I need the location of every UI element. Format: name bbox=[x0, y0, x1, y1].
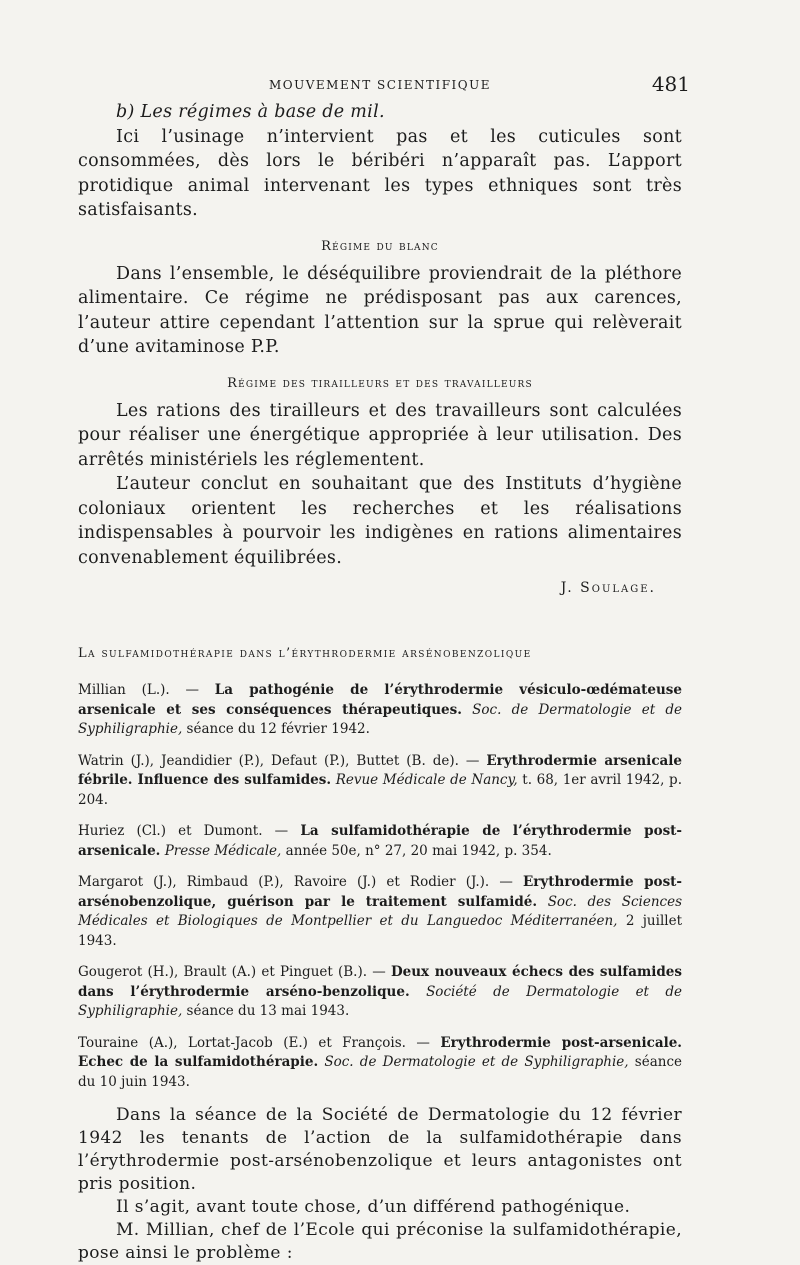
document-page bbox=[78, 72, 690, 1265]
reference-item bbox=[78, 681, 682, 740]
reference-item bbox=[78, 752, 682, 811]
reference-date: 2 juillet 1943. bbox=[78, 913, 682, 949]
page-number: 481 bbox=[651, 72, 690, 96]
running-header bbox=[78, 72, 690, 100]
reference-item bbox=[78, 873, 682, 951]
reference-title: Deux nouveaux échecs des sulfamides dans l’érythrodermie arséno-benzolique. bbox=[78, 964, 682, 1000]
section-2-heading: La sulfamidothérapie dans l’érythrodermie arsénobenzolique bbox=[78, 646, 532, 661]
reference-title: Erythrodermie post-arsenicale. Echec de la sulfamidothérapie. bbox=[78, 1034, 682, 1070]
section-b-heading: b) Les régimes à base de mil. bbox=[116, 102, 385, 122]
reference-source: Société de Dermatologie et de Syphiligraphie, bbox=[78, 983, 682, 1019]
reference-source: Soc. des Sciences Médicales et Biologiques de Montpellier et du Languedoc Méditerranéen, bbox=[78, 893, 682, 929]
reference-date: t. 68, 1er avril 1942, p. 204. bbox=[78, 772, 682, 808]
references-list bbox=[78, 681, 682, 1092]
reference-item bbox=[78, 822, 682, 861]
reference-authors: Huriez (Cl.) et Dumont. — bbox=[78, 823, 289, 839]
regime-blanc-heading: Régime du blanc bbox=[321, 238, 439, 254]
reference-authors: Gougerot (H.), Brault (A.) et Pinguet (B.). — bbox=[78, 964, 386, 980]
regime-blanc-paragraph: Dans l’ensemble, le déséquilibre proviendrait de la pléthore alimentaire. Ce régime ne prédisposant pas aux carences, l’auteur attire cependant l’attention sur la sprue qui relèverait d’une avitaminose P.P. bbox=[78, 263, 682, 357]
section-b-paragraph: Ici l’usinage n’intervient pas et les cuticules sont consommées, dès lors le béribéri n’apparaît pas. L’apport protidique animal intervenant les types ethniques sont très satisfaisants. bbox=[78, 126, 682, 220]
reference-authors: Margarot (J.), Rimbaud (P.), Ravoire (J.) et Rodier (J.). — bbox=[78, 874, 513, 890]
reference-authors: Watrin (J.), Jeandidier (P.), Defaut (P.), Buttet (B. de). — bbox=[78, 752, 480, 769]
reference-authors: Touraine (A.), Lortat-Jacob (E.) et François. — bbox=[78, 1034, 430, 1051]
regime-tirailleurs-heading: Régime des tirailleurs et des travailleurs bbox=[227, 375, 533, 391]
reference-date: année 50e, n° 27, 20 mai 1942, p. 354. bbox=[285, 842, 552, 859]
reference-item bbox=[78, 1034, 682, 1093]
reference-title: Erythrodermie post-arsénobenzolique, guérison par le traitement sulfamidé. bbox=[78, 874, 683, 910]
reference-title: La pathogénie de l’érythrodermie vésiculo-œdémateuse arsenicale et ses conséquences thérapeutiques. bbox=[78, 682, 682, 718]
reference-date: séance du 13 mai 1943. bbox=[186, 1003, 350, 1019]
section-b bbox=[78, 100, 682, 223]
closing-paragraph-2: Il s’agit, avant toute chose, d’un différend pathogénique. bbox=[116, 1197, 631, 1217]
closing-paragraph-3: M. Millian, chef de l’Ecole qui préconise la sulfamidothérapie, pose ainsi le problème : bbox=[78, 1220, 682, 1263]
regime-tirailleurs-paragraph-2: L’auteur conclut en souhaitant que des Instituts d’hygiène coloniaux orientent les recherches et les réalisations indispensables à pourvoir les indigènes en rations alimentaires convenablement équilibrées. bbox=[78, 474, 682, 568]
reference-source: Soc. de Dermatologie et de Syphiligraphie, bbox=[78, 701, 682, 737]
reference-date: séance du 10 juin 1943. bbox=[78, 1054, 682, 1090]
reference-date: séance du 12 février 1942. bbox=[186, 721, 370, 737]
reference-source: Revue Médicale de Nancy, bbox=[335, 772, 518, 788]
reference-authors: Millian (L.). — bbox=[78, 682, 199, 698]
regime-tirailleurs-paragraph-1: Les rations des tirailleurs et des travailleurs sont calculées pour réaliser une énergétique appropriée à leur utilisation. Des arrêtés ministériels les réglementent. bbox=[78, 400, 682, 470]
closing-text bbox=[78, 1104, 682, 1265]
reference-source: Presse Médicale, bbox=[164, 842, 282, 859]
reference-title: Erythrodermie arsenicale fébrile. Influence des sulfamides. bbox=[78, 752, 682, 788]
reference-source: Soc. de Dermatologie et de Syphiligraphie, bbox=[324, 1054, 629, 1070]
reference-item bbox=[78, 963, 682, 1022]
running-title: MOUVEMENT SCIENTIFIQUE bbox=[269, 78, 491, 92]
signature: J. Soulage. bbox=[560, 580, 656, 596]
reference-title: La sulfamidothérapie de l’érythrodermie post-arsenicale. bbox=[78, 823, 683, 859]
closing-paragraph-1: Dans la séance de la Société de Dermatologie du 12 février 1942 les tenants de l’action de la sulfamidothérapie dans l’érythrodermie post-arsénobenzolique et leurs antagonistes ont pris position. bbox=[78, 1105, 682, 1194]
